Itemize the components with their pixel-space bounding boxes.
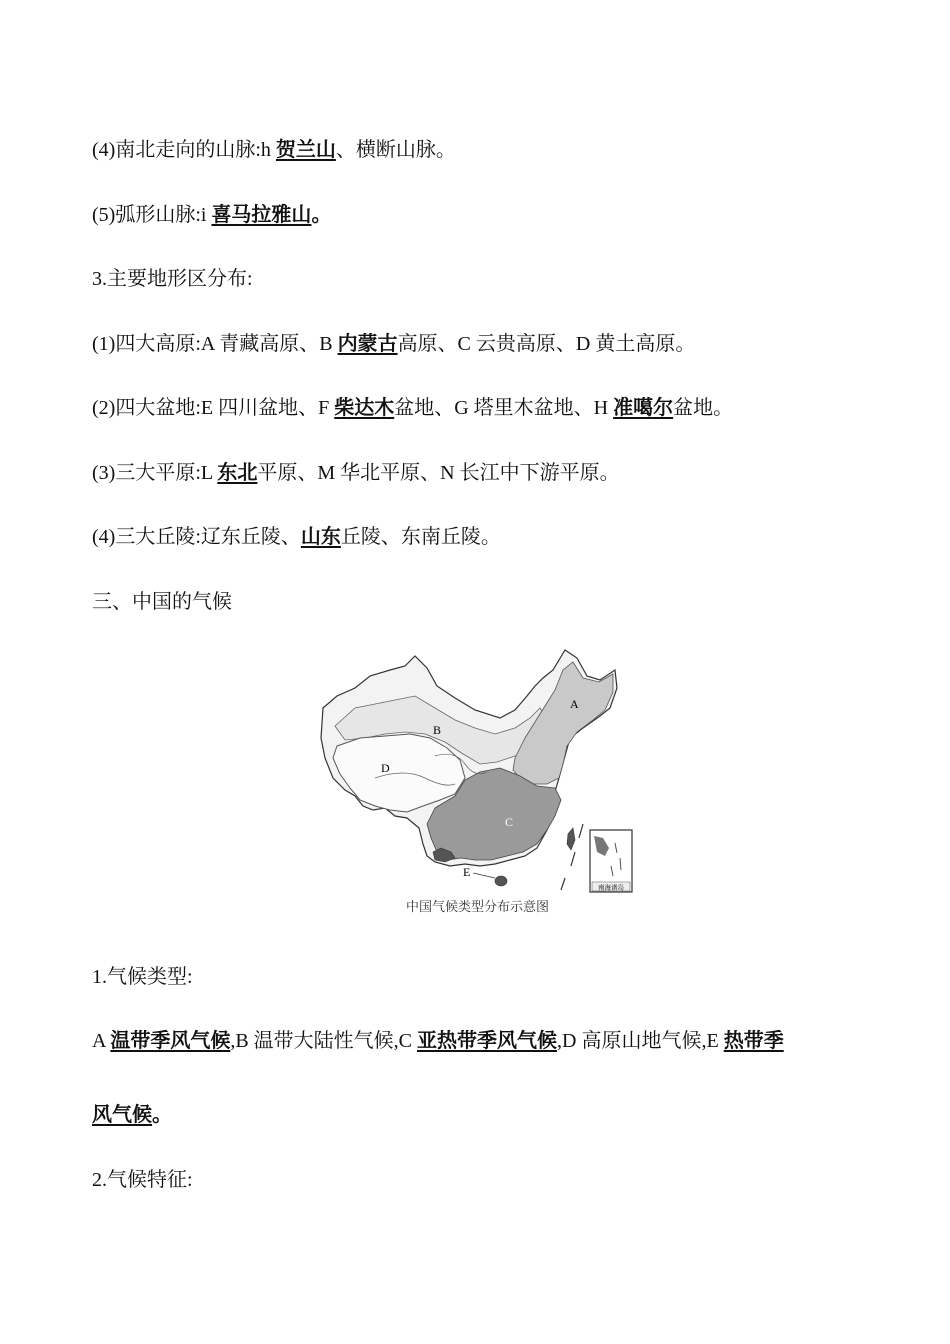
taiwan-island [567,828,575,850]
line-plains [92,459,620,487]
line-text: 、横断山脉。 [335,139,456,161]
line-text: 。 [311,204,332,226]
answer-shandong: 山东 [300,526,341,548]
label-e: E [463,865,471,879]
line-text: 盆地、G 塔里木盆地、H [394,397,614,419]
line-climate-types-cont [92,1101,172,1129]
label-d: D [381,761,390,775]
hainan-island [495,876,507,886]
answer-himalaya: 喜马拉雅山 [211,204,312,226]
line-hills [92,523,501,551]
line-text: (4)南北走向的山脉:h [92,139,276,161]
line-text: 1.气候类型: [92,966,193,988]
line-text: 丘陵、东南丘陵。 [340,526,501,548]
line-text: 2.气候特征: [92,1169,193,1191]
figure-caption: 中国气候类型分布示意图 [405,900,549,915]
answer-helan: 贺兰山 [275,139,336,161]
line-text: 三、中国的气候 [92,591,232,613]
answer-tropical-monsoon-part2: 风气候 [92,1104,152,1126]
label-e-leader [473,873,495,878]
line-text: (4)三大丘陵:辽东丘陵、 [92,526,301,548]
line-climate-types [92,1027,784,1055]
line-text: (3)三大平原:L [92,462,218,484]
label-b: B [433,723,442,737]
line-text: (5)弧形山脉:i [92,204,212,226]
line-text: (2)四大盆地:E 四川盆地、F [92,397,335,419]
line-text: 。 [152,1104,172,1126]
line-text: ,D 高原山地气候,E [557,1030,724,1052]
line-text: 3.主要地形区分布: [92,268,253,290]
answer-chaidamu: 柴达木 [334,397,395,419]
subheading-climate-types [92,963,193,991]
answer-neimenggu: 内蒙古 [337,333,398,355]
line-text: 高原、C 云贵高原、D 黄土高原。 [397,333,696,355]
line-basins [92,394,733,422]
label-a: A [570,697,579,711]
answer-zhungeer: 准噶尔 [613,397,674,419]
answer-dongbei: 东北 [217,462,258,484]
section-heading-climate [92,588,232,616]
line-text: (1)四大高原:A 青藏高原、B [92,333,338,355]
line-text: 平原、M 华北平原、N 长江中下游平原。 [257,462,620,484]
line-mountains-ns [92,136,456,164]
line-mountains-arc [92,201,331,229]
line-text: A [92,1030,111,1052]
line-plateaus [92,330,695,358]
answer-temperate-monsoon: 温带季风气候 [110,1030,231,1052]
label-c: C [505,815,514,829]
inset-label: 南海诸岛 [598,883,624,892]
section-heading-landforms [92,265,253,293]
answer-tropical-monsoon-part1: 热带季 [723,1030,784,1052]
line-text: 盆地。 [673,397,734,419]
china-climate-map [315,638,640,896]
subheading-climate-features [92,1166,193,1194]
line-text: ,B 温带大陆性气候,C [230,1030,418,1052]
answer-subtropical-monsoon: 亚热带季风气候 [417,1030,558,1052]
